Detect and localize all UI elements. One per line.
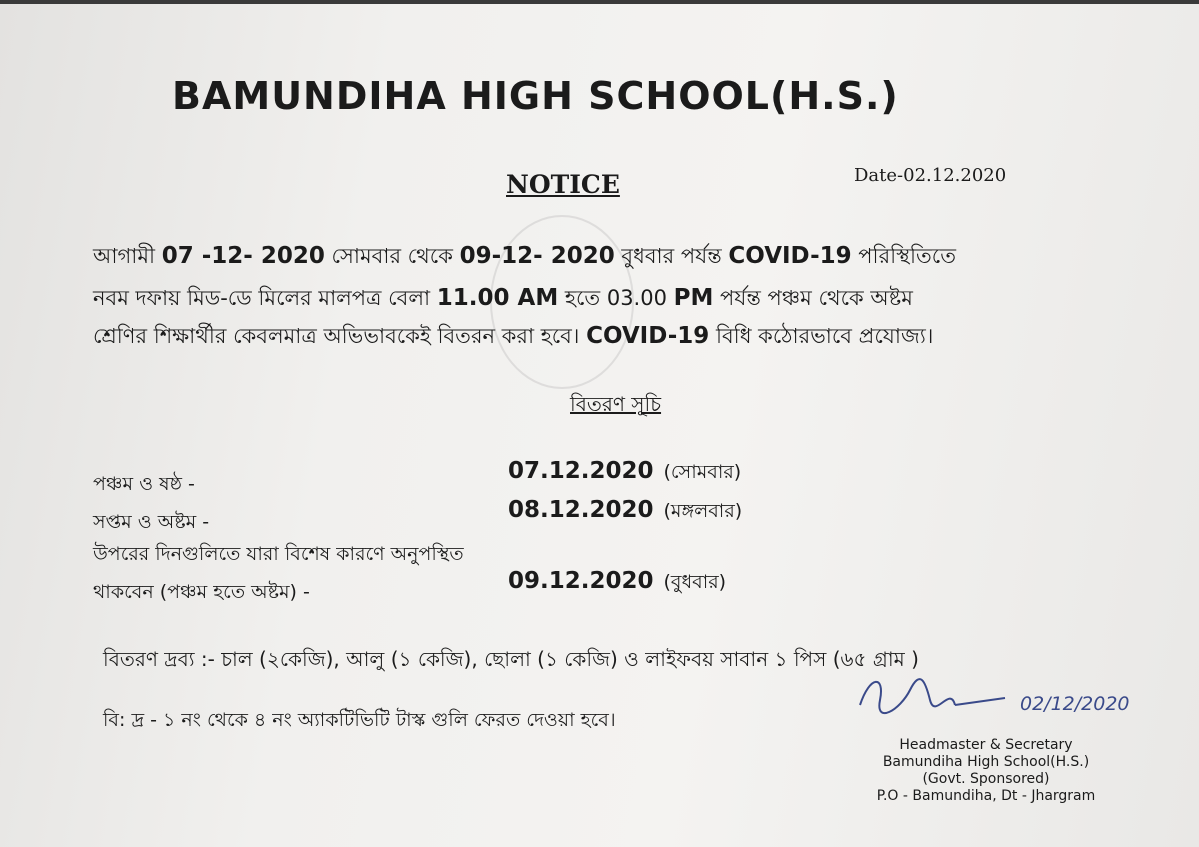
schedule-title: বিতরণ সূচি <box>570 392 662 416</box>
nb-note: বি: দ্র - ১ নং থেকে ৪ নং অ্যাকটিভিটি টাস্ক গুলি ফেরত দেওয়া হবে। <box>103 709 616 731</box>
signature-govt: (Govt. Sponsored) <box>922 771 1050 787</box>
notice-title: NOTICE <box>506 170 620 199</box>
schedule-label-1: পঞ্চম ও ষষ্ঠ - <box>93 473 195 495</box>
signature-title: Headmaster & Secretary <box>899 737 1073 753</box>
schedule-date-1: 07.12.2020 (সোমবার) <box>508 458 742 484</box>
paragraph-line-3: শ্রেণির শিক্ষার্থীর কেবলমাত্র অভিভাবকেই বিতরন করা হবে। COVID-19 বিধি কঠোরভাবে প্রযোজ্য। <box>93 323 934 349</box>
schedule-date-2: 08.12.2020 (মঙ্গলবার) <box>508 497 743 523</box>
schedule-label-3a: উপরের দিনগুলিতে যারা বিশেষ কারণে অনুপস্থিত <box>93 543 464 565</box>
school-name: BAMUNDIHA HIGH SCHOOL(H.S.) <box>172 74 899 118</box>
schedule-label-3b: থাকবেন (পঞ্চম হতে অষ্টম) - <box>93 581 310 603</box>
distribution-items: বিতরণ দ্রব্য :- চাল (২কেজি), আলু (১ কেজি), ছোলা (১ কেজি) ও লাইফবয় সাবান ১ পিস (৬৫ গ্রাম ) <box>103 647 919 671</box>
signature-address: P.O - Bamundiha, Dt - Jhargram <box>876 788 1096 804</box>
schedule-date-3: 09.12.2020 (বুধবার) <box>508 568 727 594</box>
handwritten-signature <box>855 670 1135 720</box>
signature-date: 02/12/2020 <box>1020 693 1130 715</box>
paper-top-edge <box>0 0 1199 4</box>
notice-date: Date-02.12.2020 <box>854 165 1007 186</box>
paragraph-line-1: আগামী 07 -12- 2020 সোমবার থেকে 09-12- 2020 বুধবার পর্যন্ত COVID-19 পরিস্থিতিতে <box>93 243 956 269</box>
signature-block <box>866 737 1106 805</box>
paragraph-line-2: নবম দফায় মিড-ডে মিলের মালপত্র বেলা 11.00 AM হতে 03.00 PM পর্যন্ত পঞ্চম থেকে অষ্টম <box>93 285 913 311</box>
signature-school: Bamundiha High School(H.S.) <box>882 754 1090 770</box>
schedule-label-2: সপ্তম ও অষ্টম - <box>93 511 210 533</box>
